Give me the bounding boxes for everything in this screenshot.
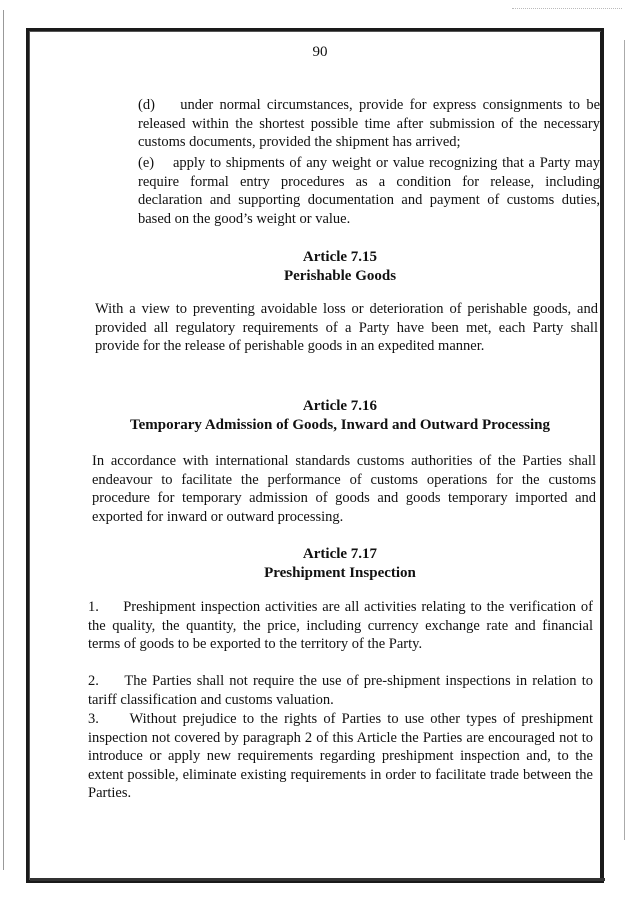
article-7-17-para-2: 2. The Parties shall not require the use of pre-shipment inspections in relation to tariff classification and customs valuation. xyxy=(88,673,593,708)
article-7-16-number: Article 7.16 xyxy=(302,398,378,414)
article-7-17-para-1: 1. Preshipment inspection activities are all activities relating to the verification of the quality, the quantity, the price, including currency exchange rate and financial terms of goods to be exported to the territory of the Party. xyxy=(88,599,593,652)
article-7-15-title: Perishable Goods xyxy=(283,268,397,284)
item-e: (e) apply to shipments of any weight or value recognizing that a Party may require formal entry procedures as a condition for release, including declaration and supporting documentation and payment of customs duties, based on the good’s weight or value. xyxy=(138,155,600,227)
item-d: (d) under normal circumstances, provide for express consignments to be released within the shortest possible time after submission of the necessary customs documents, provided the shipment has arrived; xyxy=(138,97,600,150)
article-7-15-body: With a view to preventing avoidable loss or deterioration of perishable goods, and provided all regulatory requirements of a Party have been met, each Party shall provide for the release of perishable goods in an expedited manner. xyxy=(95,301,598,354)
article-7-17-para-3: 3. Without prejudice to the rights of Parties to use other types of preshipment inspection not covered by paragraph 2 of this Article the Parties are encouraged not to introduce or apply new requirements regarding preshipment inspection and, to the extent possible, eliminate existing requirements in order to facilitate trade between the Parties. xyxy=(88,711,593,801)
page-number: 90 xyxy=(312,44,328,60)
article-7-15-number: Article 7.15 xyxy=(302,249,378,265)
article-7-16-body: In accordance with international standards customs authorities of the Parties shall endeavour to facilitate the performance of customs operations for the customs procedure for temporary admission of goods and goods temporary imported and exported for inward or outward processing. xyxy=(92,453,596,525)
article-7-17-title: Preshipment Inspection xyxy=(264,565,416,581)
article-7-16-title: Temporary Admission of Goods, Inward and Outward Processing xyxy=(129,417,551,433)
article-7-17-number: Article 7.17 xyxy=(302,546,378,562)
